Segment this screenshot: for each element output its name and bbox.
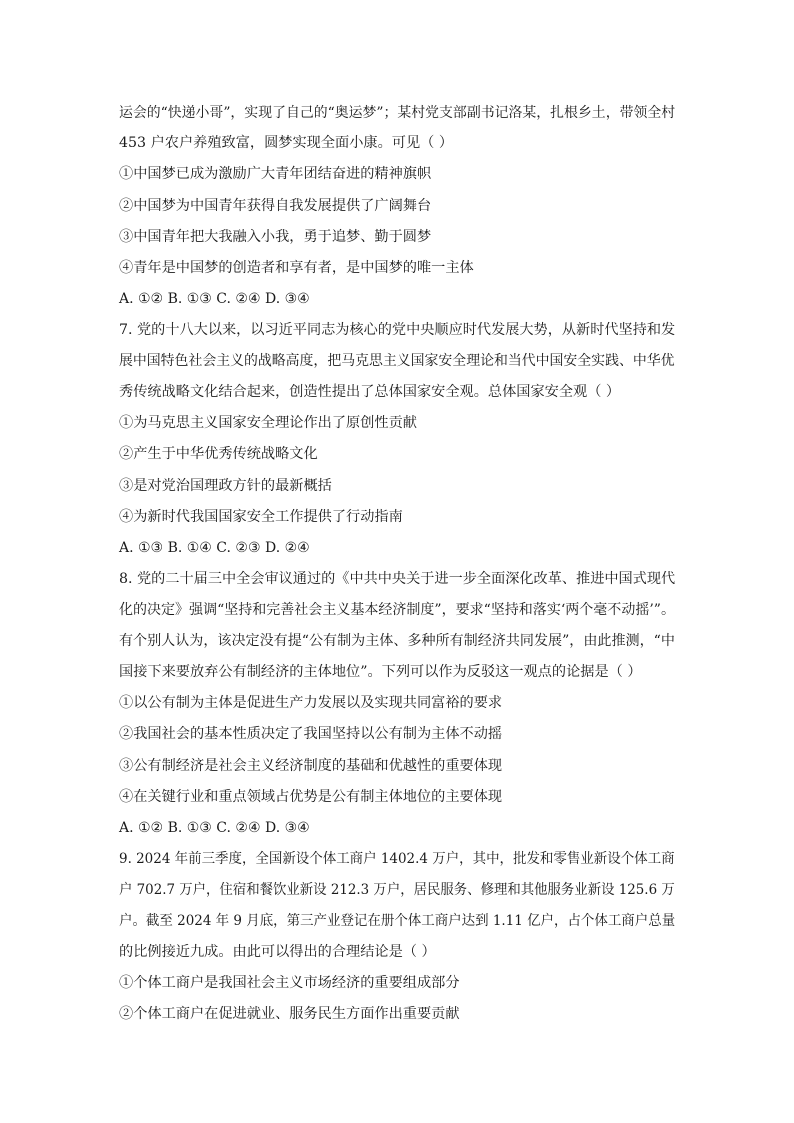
question-7-text: 7. 党的十八大以来，以习近平同志为核心的党中央顺应时代发展大势，从新时代坚持和发 xyxy=(119,322,676,338)
text-line: 秀传统战略文化结合起来，创造性提出了总体国家安全观。总体国家安全观（ ） xyxy=(119,384,621,400)
text-line: 化的决定》强调“坚持和完善社会主义基本经济制度”，要求“坚持和落实‘两个毫不动摇’”。 xyxy=(119,602,675,618)
option-line: ②产生于中华优秀传统战略文化 xyxy=(119,446,318,462)
option-line: ④青年是中国梦的创造者和享有者，是中国梦的唯一主体 xyxy=(119,260,474,276)
option-line: ①以公有制为主体是促进生产力发展以及实现共同富裕的要求 xyxy=(119,695,503,711)
text-line: 有个别人认为，该决定没有提“公有制为主体、多种所有制经济共同发展”，由此推测，“中 xyxy=(119,633,675,649)
answer-choices: A. ①② B. ①③ C. ②④ D. ③④ xyxy=(119,820,310,836)
question-8-text: 8. 党的二十届三中全会审议通过的《中共中央关于进一步全面深化改革、推进中国式现代 xyxy=(119,571,676,587)
option-line: ③是对党治国理政方针的最新概括 xyxy=(119,478,332,494)
question-9-text: 9. 2024 年前三季度，全国新设个体工商户 1402.4 万户，其中，批发和零售业新设个体工商 xyxy=(119,851,675,867)
text-line: 户 702.7 万户，住宿和餐饮业新设 212.3 万户，居民服务、修理和其他服务业新设 125.6 万 xyxy=(119,882,675,898)
option-line: ②个体工商户在促进就业、服务民生方面作出重要贡献 xyxy=(119,1006,460,1022)
text-line: 的比例接近九成。由此可以得出的合理结论是（ ） xyxy=(119,944,436,960)
answer-choices: A. ①③ B. ①④ C. ②③ D. ②④ xyxy=(119,540,310,556)
text-line: 户。截至 2024 年 9 月底，第三产业登记在册个体工商户达到 1.11 亿户，占个体工商户总量 xyxy=(119,913,676,929)
option-line: ①中国梦已成为激励广大青年团结奋进的精神旗帜 xyxy=(119,166,432,182)
option-line: ④为新时代我国国家安全工作提供了行动指南 xyxy=(119,509,403,525)
text-line: 展中国特色社会主义的战略高度，把马克思主义国家安全理论和当代中国安全实践、中华优 xyxy=(119,353,675,369)
option-line: ③公有制经济是社会主义经济制度的基础和优越性的重要体现 xyxy=(119,758,503,774)
option-line: ②我国社会的基本性质决定了我国坚持以公有制为主体不动摇 xyxy=(119,726,503,742)
text-line: 运会的“快递小哥”，实现了自己的“奥运梦”；某村党支部副书记洛某，扎根乡土，带领全村 xyxy=(119,105,676,121)
option-line: ④在关键行业和重点领域占优势是公有制主体地位的主要体现 xyxy=(119,789,503,805)
text-line: 453 户农户养殖致富，圆梦实现全面小康。可见（ ） xyxy=(119,135,454,151)
text-line: 国接下来要放弃公有制经济的主体地位”。下列可以作为反驳这一观点的论据是（ ） xyxy=(119,664,642,680)
answer-choices: A. ①② B. ①③ C. ②④ D. ③④ xyxy=(119,291,310,307)
option-line: ①为马克思主义国家安全理论作出了原创性贡献 xyxy=(119,415,417,431)
option-line: ②中国梦为中国青年获得自我发展提供了广阔舞台 xyxy=(119,198,432,214)
option-line: ③中国青年把大我融入小我，勇于追梦、勤于圆梦 xyxy=(119,229,432,245)
option-line: ①个体工商户是我国社会主义市场经济的重要组成部分 xyxy=(119,975,460,991)
